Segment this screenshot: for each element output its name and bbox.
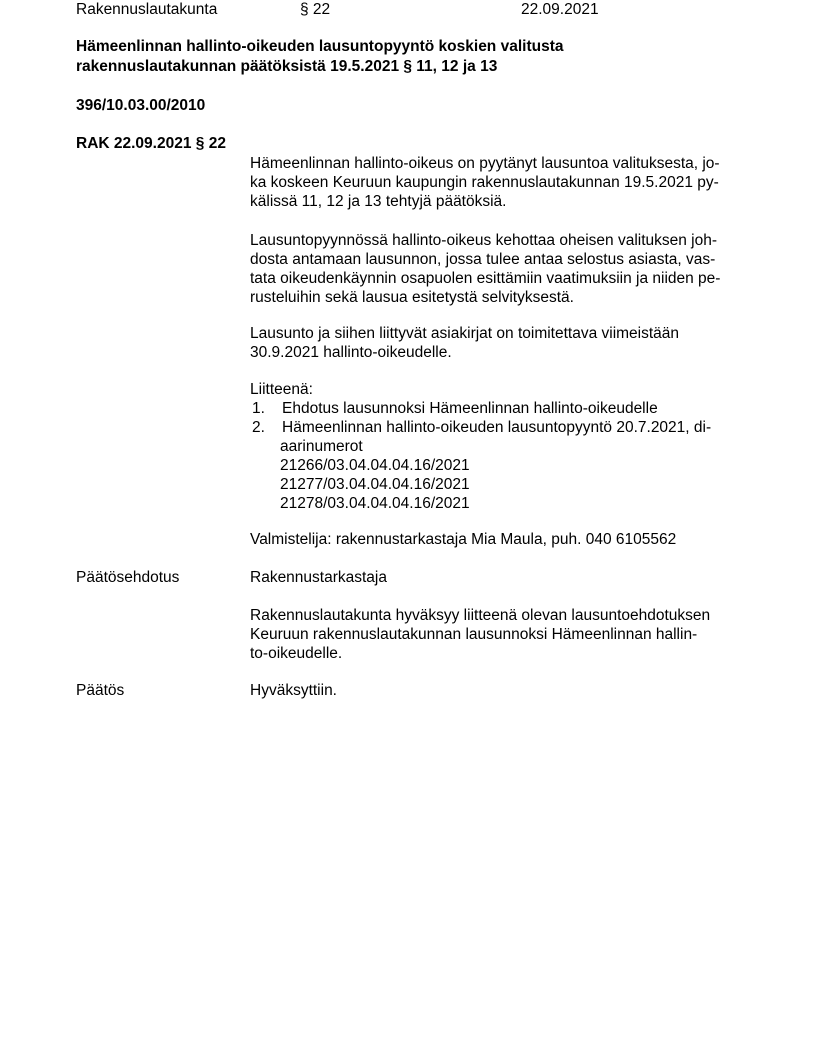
proposer: Rakennustarkastaja: [250, 569, 387, 586]
paragraph-1: [250, 154, 750, 211]
preparer-line: Valmistelija: rakennustarkastaja Mia Maula, puh. 040 6105562: [250, 531, 677, 548]
proposal-line: Keuruun rakennuslautakunnan lausunnoksi Hämeenlinnan hallin-: [250, 626, 698, 643]
document-title-line-2: rakennuslautakunnan päätöksistä 19.5.2021 § 11, 12 ja 13: [76, 58, 498, 75]
header-section: § 22: [300, 1, 331, 18]
proposal-text: [250, 606, 750, 663]
proposal-line: Rakennuslautakunta hyväksyy liitteenä olevan lausuntoehdotuksen: [250, 607, 711, 624]
paragraph-line: Hämeenlinnan hallinto-oikeus on pyytänyt lausuntoa valituksesta, jo-: [250, 155, 720, 172]
paragraph-line: ka koskeen Keuruun kaupungin rakennuslautakunnan 19.5.2021 py-: [250, 174, 719, 191]
diary-number: 21266/03.04.04.04.16/2021: [280, 457, 470, 474]
proposal-line: to-oikeudelle.: [250, 645, 343, 662]
paragraph-3: [250, 324, 750, 362]
paragraph-line: dosta antamaan lausunnon, jossa tulee antaa selostus asiasta, vas-: [250, 251, 716, 268]
paragraph-line: rusteluihin sekä lausua esitetystä selvityksestä.: [250, 289, 574, 306]
attachment-text: Ehdotus lausunnoksi Hämeenlinnan hallinto-oikeudelle: [282, 400, 658, 417]
meeting-reference: RAK 22.09.2021 § 22: [76, 135, 226, 152]
attachment-number: 2.: [252, 419, 265, 436]
header-date: 22.09.2021: [521, 1, 599, 18]
attachment-text: Hämeenlinnan hallinto-oikeuden lausuntopyyntö 20.7.2021, di-: [282, 419, 712, 436]
paragraph-line: Lausunto ja siihen liittyvät asiakirjat on toimitettava viimeistään: [250, 325, 680, 342]
attachment-number: 1.: [252, 400, 265, 417]
attachment-text: aarinumerot: [280, 438, 363, 455]
paragraph-2: [250, 231, 750, 307]
paragraph-line: kälissä 11, 12 ja 13 tehtyjä päätöksiä.: [250, 193, 507, 210]
reference-number: 396/10.03.00/2010: [76, 97, 206, 114]
proposal-label: Päätösehdotus: [76, 569, 180, 586]
decision-label: Päätös: [76, 682, 125, 699]
attachment-item: [250, 418, 750, 437]
paragraph-line: Lausuntopyynnössä hallinto-oikeus kehottaa oheisen valituksen joh-: [250, 232, 718, 249]
diary-number: 21277/03.04.04.04.16/2021: [280, 476, 470, 493]
diary-number: 21278/03.04.04.04.16/2021: [280, 495, 470, 512]
attachment-item: [250, 399, 750, 418]
paragraph-line: 30.9.2021 hallinto-oikeudelle.: [250, 344, 452, 361]
decision-text: Hyväksyttiin.: [250, 682, 337, 699]
attachments-label: Liitteenä:: [250, 381, 313, 398]
header-organization: Rakennuslautakunta: [76, 1, 218, 18]
document-title-line-1: Hämeenlinnan hallinto-oikeuden lausuntopyyntö koskien valitusta: [76, 38, 564, 55]
attachments-section: [250, 380, 750, 513]
paragraph-line: tata oikeudenkäynnin osapuolen esittämiin vaatimuksiin ja niiden pe-: [250, 270, 721, 287]
